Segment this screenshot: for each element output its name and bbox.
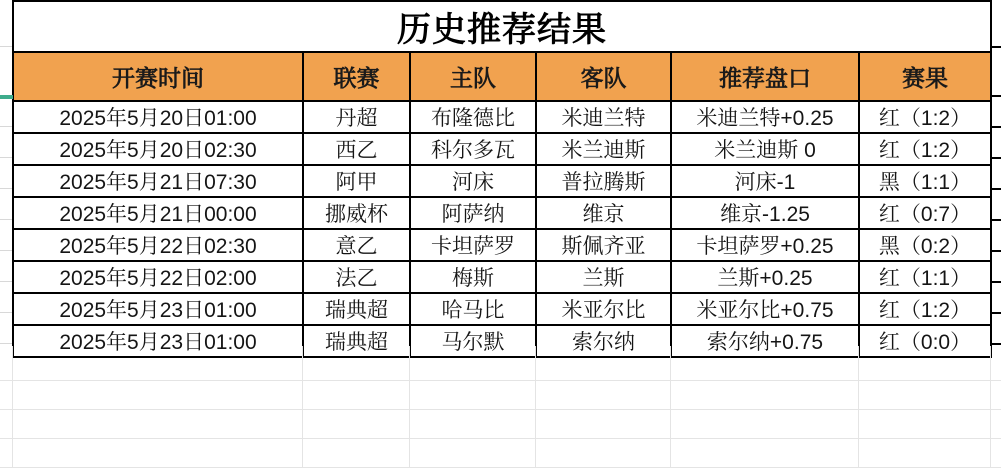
cell-league[interactable]: 法乙 [303, 261, 410, 293]
cell-home-team[interactable]: 马尔默 [410, 325, 536, 357]
row-border-extension [990, 46, 1001, 48]
cell-away-team[interactable]: 普拉腾斯 [536, 165, 671, 197]
cell-start-time[interactable]: 2025年5月21日00:00 [13, 197, 303, 229]
table-row [13, 1, 991, 52]
gridline [0, 438, 1001, 439]
cell-handicap[interactable]: 米迪兰特+0.25 [671, 101, 859, 133]
cell-home-team[interactable]: 河床 [410, 165, 536, 197]
cell-handicap[interactable]: 兰斯+0.25 [671, 261, 859, 293]
cell-away-team[interactable]: 索尔纳 [536, 325, 671, 357]
cell-result[interactable]: 黑（1:1） [859, 165, 991, 197]
cell-handicap[interactable]: 维京-1.25 [671, 197, 859, 229]
cell-away-team[interactable]: 维京 [536, 197, 671, 229]
gridline [535, 346, 536, 468]
gridline [0, 312, 12, 313]
cell-result[interactable]: 黑（0:2） [859, 229, 991, 261]
column-header-home-team[interactable]: 主队 [410, 52, 536, 101]
cell-start-time[interactable]: 2025年5月22日02:30 [13, 229, 303, 261]
cell-home-team[interactable]: 科尔多瓦 [410, 133, 536, 165]
column-header-result[interactable]: 赛果 [859, 52, 991, 101]
cell-handicap[interactable]: 米亚尔比+0.75 [671, 293, 859, 325]
table-row [13, 197, 991, 229]
gridline [0, 157, 12, 158]
gridline [0, 250, 12, 251]
cell-result[interactable]: 红（0:7） [859, 197, 991, 229]
gridline [858, 346, 859, 468]
cell-result[interactable]: 红（0:0） [859, 325, 991, 357]
column-header-league[interactable]: 联赛 [303, 52, 410, 101]
gridline [302, 346, 303, 468]
cell-handicap[interactable]: 卡坦萨罗+0.25 [671, 229, 859, 261]
gridline [990, 346, 991, 468]
gridline [670, 346, 671, 468]
column-header-away-team[interactable]: 客队 [536, 52, 671, 101]
cell-league[interactable]: 瑞典超 [303, 293, 410, 325]
cell-handicap[interactable]: 米兰迪斯 0 [671, 133, 859, 165]
table-row [13, 165, 991, 197]
cell-start-time[interactable]: 2025年5月21日07:30 [13, 165, 303, 197]
green-marker [0, 95, 13, 99]
cell-handicap[interactable]: 索尔纳+0.75 [671, 325, 859, 357]
cell-away-team[interactable]: 斯佩齐亚 [536, 229, 671, 261]
cell-home-team[interactable]: 卡坦萨罗 [410, 229, 536, 261]
cell-home-team[interactable]: 梅斯 [410, 261, 536, 293]
gridline [0, 126, 12, 127]
gridline [0, 380, 1001, 381]
cell-start-time[interactable]: 2025年5月23日01:00 [13, 325, 303, 357]
gridline [0, 281, 12, 282]
page-title: 历史推荐结果 [13, 1, 991, 52]
cell-away-team[interactable]: 米兰迪斯 [536, 133, 671, 165]
column-header-handicap[interactable]: 推荐盘口 [671, 52, 859, 101]
row-border-extension [990, 95, 1001, 97]
cell-home-team[interactable]: 布隆德比 [410, 101, 536, 133]
gridline [0, 343, 12, 344]
cell-league[interactable]: 西乙 [303, 133, 410, 165]
cell-league[interactable]: 意乙 [303, 229, 410, 261]
row-border-extension [990, 157, 1001, 159]
cell-league[interactable]: 挪威杯 [303, 197, 410, 229]
cell-home-team[interactable]: 阿萨纳 [410, 197, 536, 229]
table-row [13, 261, 991, 293]
cell-start-time[interactable]: 2025年5月20日02:30 [13, 133, 303, 165]
gridline [12, 346, 13, 468]
cell-start-time[interactable]: 2025年5月22日02:00 [13, 261, 303, 293]
row-border-extension [990, 312, 1001, 314]
row-border-extension [990, 126, 1001, 128]
table-row [13, 133, 991, 165]
table-row [13, 325, 991, 357]
results-table [12, 0, 992, 358]
table-row [13, 293, 991, 325]
row-border-extension [990, 188, 1001, 190]
gridline [0, 188, 12, 189]
row-border-extension [990, 250, 1001, 252]
row-border-extension [990, 219, 1001, 221]
gridline [0, 46, 12, 47]
column-header-start-time[interactable]: 开赛时间 [13, 52, 303, 101]
cell-start-time[interactable]: 2025年5月23日01:00 [13, 293, 303, 325]
cell-start-time[interactable]: 2025年5月20日01:00 [13, 101, 303, 133]
cell-away-team[interactable]: 兰斯 [536, 261, 671, 293]
table-row [13, 229, 991, 261]
cell-away-team[interactable]: 米迪兰特 [536, 101, 671, 133]
cell-league[interactable]: 瑞典超 [303, 325, 410, 357]
cell-league[interactable]: 丹超 [303, 101, 410, 133]
gridline [0, 409, 1001, 410]
cell-home-team[interactable]: 哈马比 [410, 293, 536, 325]
cell-result[interactable]: 红（1:2） [859, 133, 991, 165]
cell-result[interactable]: 红（1:2） [859, 101, 991, 133]
cell-result[interactable]: 红（1:2） [859, 293, 991, 325]
gridline [409, 346, 410, 468]
table-header-row [13, 52, 991, 101]
cell-result[interactable]: 红（1:1） [859, 261, 991, 293]
cell-league[interactable]: 阿甲 [303, 165, 410, 197]
table-row [13, 101, 991, 133]
cell-handicap[interactable]: 河床-1 [671, 165, 859, 197]
gridline [0, 219, 12, 220]
cell-away-team[interactable]: 米亚尔比 [536, 293, 671, 325]
row-border-extension [990, 343, 1001, 345]
row-border-extension [990, 281, 1001, 283]
